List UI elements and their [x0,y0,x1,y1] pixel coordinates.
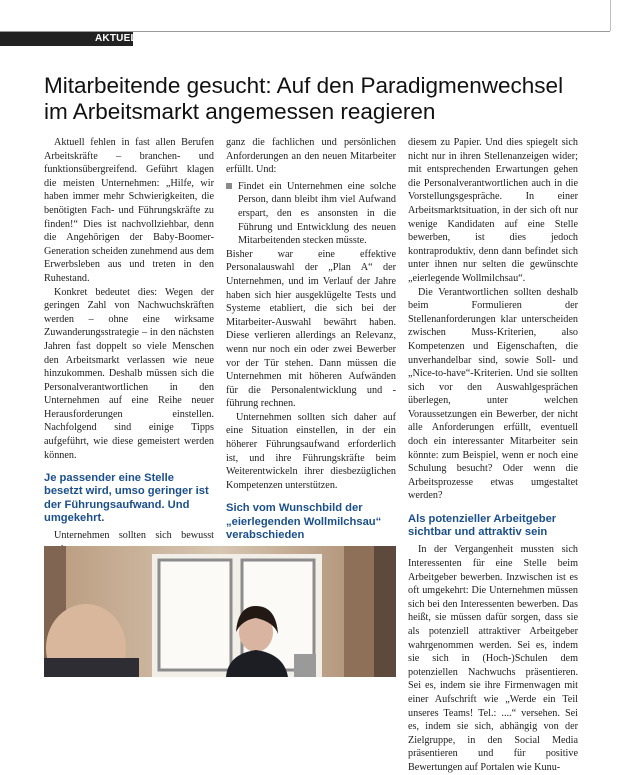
page-edge-line [610,0,611,31]
paragraph: diesem zu Papier. Und dies spiegelt sich nicht nur in ihren Stellenanzeigen wider; mit entsprechenden Erwartungen gehen die Personalverantwortlichen auch in die Vorstellungsgespräche. In einer Arbeitsmarktsituation, in der sich oft nur wenige Kandidaten auf eine Stelle bewerben, ist dies jedoch kontraproduktiv, denn dann befindet sich unter ihnen nur selten die gewünschte „eierlegende Wollmilchsau“. [408,137,578,284]
paragraph: Bisher war eine effektive Personalauswahl der „Plan A“ der Unternehmen, und im Verlauf der Jahre haben sich hier ausgeklügelte Tests und Systeme etabliert, die sich bei der Mitarbeiter-Auswahl bewährt haben. Diese verlieren allerdings an Relevanz, wenn nur noch ein oder zwei Bewerber vor der Tür stehen. Dann müssen die Unternehmen mit höheren Aufwänden für die Personalentwicklung und -führung rechnen. [226,248,396,410]
article-headline [44,73,584,125]
article-photo [44,546,396,677]
headline-line-2: im Arbeitsmarkt angemessen reagieren [44,99,436,124]
office-meeting-photo [44,546,396,677]
paragraph: Die Verantwortlichen sollten deshalb beim Formulieren der Stellenanforderungen klar unterscheiden zwischen Muss-Kriterien, also Kompetenzen und Eigenschaften, die unverhandelbar sind, sowie Soll- und „Nice-to-have“-Kriterien. Und sie sollten sich vor den Auswahlgesprächen überlegen, unter welchen Voraussetzungen ein Bewerber, der nicht alle Anforderungen erfüllt, eventuell doch ein interessanter Mitarbeiter sein könnte: zum Beispiel, wenn er noch eine Schulung besucht? Oder wenn die Arbeitsprozesse etwas umgestaltet werden? [408,286,578,502]
paragraph: ganz die fachlichen und persönlichen Anforderungen an den neuen Mitarbeiter erfüllt. Und: [226,137,396,176]
section-subheading: Sich vom Wunschbild der „eierlegenden Wollmilchsau“ verabschieden [226,502,382,541]
section-subheading: Je passender eine Stelle besetzt wird, umso geringer ist der Führungsaufwand. Und umgekehrt. [44,472,209,524]
paragraph: Aktuell fehlen in fast allen Berufen Arbeitskräfte – branchen- und funktionsübergreifend. Geführt klagen die meisten Unternehmen: „Hilfe, wir haben immer mehr Schwierigkeiten, die benötigten Fach- und Führungskräfte zu finden!“ Dies ist nachvollziehbar, denn die Angehörigen der Baby-Boomer-Generation scheiden zunehmend aus dem Erwerbsleben aus und treten in den Ruhestand. [44,137,214,284]
article-column-2 [226,136,396,614]
paragraph: In der Vergangenheit mussten sich Interessenten für eine Stelle beim Arbeitgeber bewerben. Inzwischen ist es oft umgekehrt: Die Unternehmen müssen sich bei den Interessenten bewerben. Das heißt, sie müssen dafür sorgen, dass sie als potenziell attraktiver Arbeitgeber wahrgenommen werden. Sei es, indem sie sich in (Hoch-)Schulen dem potenziellen Nachwuchs präsentieren. Sei es, indem sie ihre Firmenwagen mit einer Aufschrift wie „Werde ein Teil unseres Teams! Tel.: ....“ versehen. Sei es, indem sie sich, abhängig von der Zielgruppe, in den Social Media präsentieren und für positive Bewertungen auf Portalen wie Kunu- [408,544,578,773]
bullet-text: Findet ein Unternehmen eine solche Person, dann bleibt ihm viel Aufwand erspart, den es ansonsten in die Führung und Entwicklung des neuen Mitarbeitenden stecken müsste. [238,180,396,247]
paragraph: Unternehmen sollten sich bewusst [54,530,214,542]
article-column-3 [408,136,578,775]
bullet-item [226,180,396,248]
section-tag: AKTUELL [0,32,133,46]
square-bullet-icon [226,183,232,189]
section-subheading: Als potenzieller Arbeitgeber sichtbar und attraktiv sein [408,513,557,539]
paragraph: Konkret bedeutet dies: Wegen der geringen Zahl von Nachwuchskräften werden – ohne eine wirksame Zuwanderungsstrategie – in den nächsten Jahren fast doppelt so viele Menschen den Arbeitsmarkt verlassen wie neue hinzukommen. Deshalb müssen sich die Personalverantwortlichen in den Unternehmen auf eine Reihe neuer Herausforderungen einstellen. Nachfolgend sind einige Tipps aufgeführt, wie diese gemeistert werden können. [44,286,214,461]
paragraph: Unternehmen sollten sich daher auf eine Situation einstellen, in der ein höherer Führungsaufwand erforderlich ist, und ihre Führungskräfte beim Weiterentwickeln ihrer diesbezüglichen Kompetenzen unterstützen. [226,411,396,491]
headline-line-1: Mitarbeitende gesucht: Auf den Paradigmenwechsel [44,73,564,98]
